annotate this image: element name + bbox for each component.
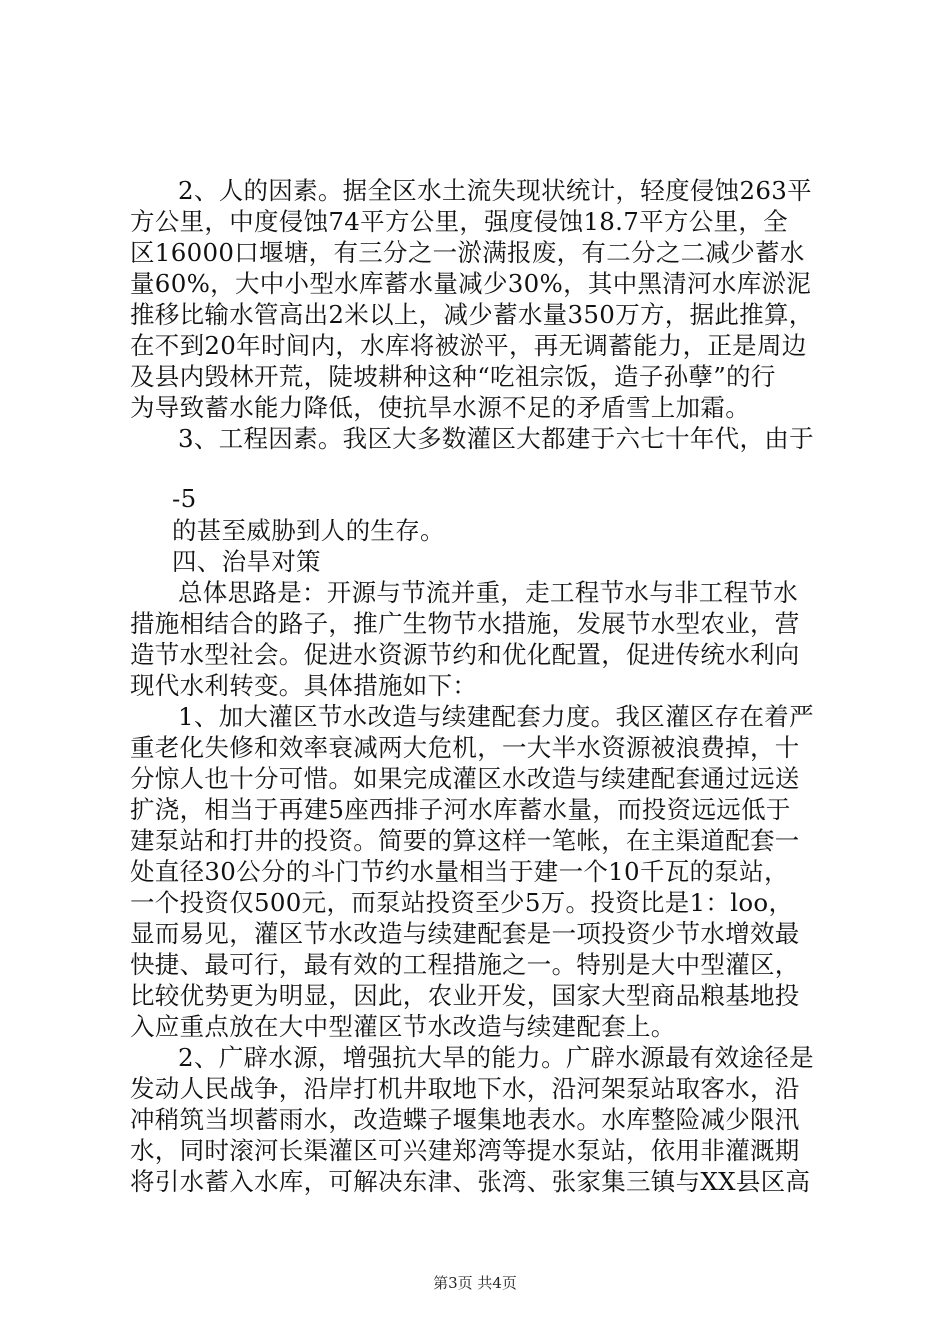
text-line: 显而易见，灌区节水改造与续建配套是一项投资少节水增效最 [130,919,800,948]
page-fragment-marker: -5 [172,484,197,513]
text-line: 入应重点放在大中型灌区节水改造与续建配套上。 [130,1012,676,1041]
text-line: 重老化失修和效率衰减两大危机，一大半水资源被浪费掉，十 [130,733,800,762]
text-line: 一个投资仅500元，而泵站投资至少5万。投资比是1：loo， [130,888,794,917]
text-line: 2、广辟水源，增强抗大旱的能力。广辟水源最有效途径是 [178,1043,814,1072]
text-line: 方公里，中度侵蚀74平方公里，强度侵蚀18.7平方公里，全 [130,207,788,236]
text-line: 1、加大灌区节水改造与续建配套力度。我区灌区存在着严 [178,702,814,731]
section-heading: 四、治旱对策 [172,547,321,576]
text-line: 将引水蓄入水库，可解决东津、张湾、张家集三镇与XX县区高 [130,1167,811,1196]
text-line: 3、工程因素。我区大多数灌区大都建于六七十年代，由于 [178,424,814,453]
text-line: 扩浇，相当于再建5座西排子河水库蓄水量，而投资远远低于 [130,795,791,824]
text-line: 为导致蓄水能力降低，使抗旱水源不足的矛盾雪上加霜。 [130,393,750,422]
text-line: 措施相结合的路子，推广生物节水措施，发展节水型农业，营 [130,609,800,638]
text-line: 比较优势更为明显，因此，农业开发，国家大型商品粮基地投 [130,981,800,1010]
text-line: 发动人民战争，沿岸打机井取地下水，沿河架泵站取客水，沿 [130,1074,800,1103]
text-line: 冲稍筑当坝蓄雨水，改造蝶子堰集地表水。水库整险减少限汛 [130,1105,800,1134]
text-line: 推移比输水管高出2米以上，减少蓄水量350万方，据此推算， [130,300,814,329]
text-line: 水，同时滚河长渠灌区可兴建郑湾等提水泵站，依用非灌溉期 [130,1136,800,1165]
text-line: 量60%，大中小型水库蓄水量减少30%，其中黑清河水库淤泥 [130,269,812,298]
text-line: 2、人的因素。据全区水土流失现状统计，轻度侵蚀263平 [178,176,812,205]
text-line: 建泵站和打井的投资。简要的算这样一笔帐，在主渠道配套一 [130,826,800,855]
text-line: 处直径30公分的斗门节约水量相当于建一个10千瓦的泵站， [130,857,789,886]
text-line: 现代水利转变。具体措施如下： [130,671,478,700]
text-line: 的甚至威胁到人的生存。 [172,516,445,545]
text-line: 在不到20年时间内，水库将被淤平，再无调蓄能力，正是周边 [130,331,807,360]
text-line: 分惊人也十分可惜。如果完成灌区水改造与续建配套通过远送 [130,764,800,793]
text-line: 及县内毁林开荒，陡坡耕种这种“吃祖宗饭，造子孙孽”的行 [130,362,776,391]
text-line: 总体思路是：开源与节流并重，走工程节水与非工程节水 [178,578,798,607]
text-line: 区16000口堰塘，有三分之一淤满报废，有二分之二减少蓄水 [130,238,805,267]
text-line: 造节水型社会。促进水资源节约和优化配置，促进传统水利向 [130,640,800,669]
page-footer: 第3页 共4页 [433,1274,517,1292]
text-line: 快捷、最可行，最有效的工程措施之一。特别是大中型灌区， [130,950,800,979]
